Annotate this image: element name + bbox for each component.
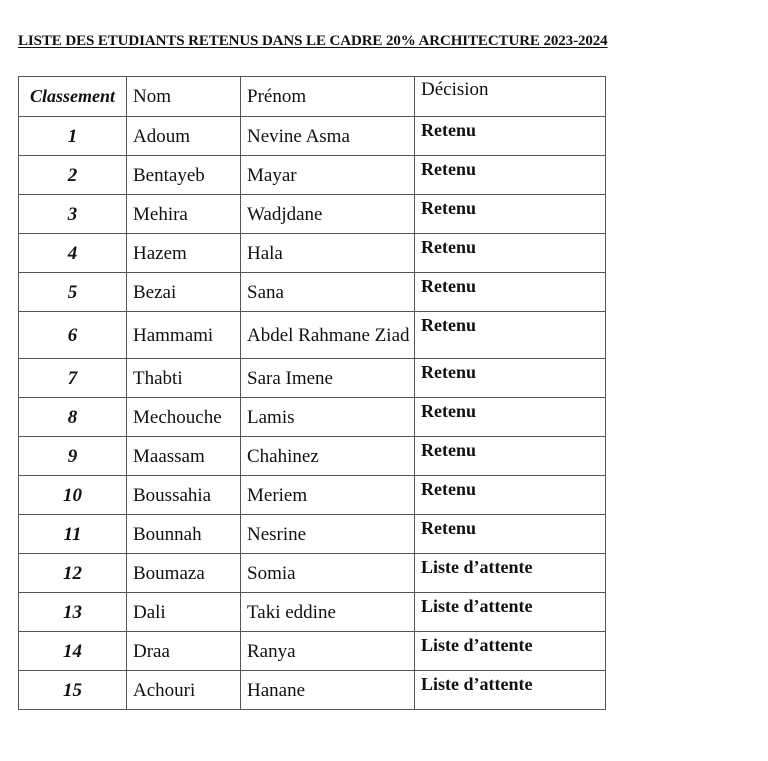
nom-cell: Draa	[127, 632, 241, 671]
nom-cell: Hammami	[127, 312, 241, 359]
decision-cell: Retenu	[415, 515, 606, 554]
prenom-cell: Sara Imene	[241, 359, 415, 398]
prenom-cell: Lamis	[241, 398, 415, 437]
rank-cell: 6	[19, 312, 127, 359]
decision-cell: Liste d’attente	[415, 554, 606, 593]
nom-cell: Boussahia	[127, 476, 241, 515]
header-nom: Nom	[127, 77, 241, 117]
rank-cell: 10	[19, 476, 127, 515]
table-row	[19, 593, 606, 632]
rank-cell: 5	[19, 273, 127, 312]
rank-cell: 7	[19, 359, 127, 398]
decision-cell: Retenu	[415, 312, 606, 359]
decision-cell: Retenu	[415, 437, 606, 476]
prenom-cell: Ranya	[241, 632, 415, 671]
prenom-cell: Nevine Asma	[241, 117, 415, 156]
table-row	[19, 312, 606, 359]
header-decision: Décision	[415, 77, 606, 117]
decision-cell: Liste d’attente	[415, 632, 606, 671]
decision-cell: Retenu	[415, 195, 606, 234]
prenom-cell: Taki eddine	[241, 593, 415, 632]
nom-cell: Boumaza	[127, 554, 241, 593]
header-classement: Classement	[19, 77, 127, 117]
nom-cell: Adoum	[127, 117, 241, 156]
table-row	[19, 515, 606, 554]
prenom-cell: Abdel Rahmane Ziad	[241, 312, 415, 359]
table-header-row	[19, 77, 606, 117]
table-row	[19, 195, 606, 234]
rank-cell: 11	[19, 515, 127, 554]
nom-cell: Bezai	[127, 273, 241, 312]
decision-cell: Retenu	[415, 476, 606, 515]
decision-cell: Retenu	[415, 398, 606, 437]
table-row	[19, 632, 606, 671]
rank-cell: 9	[19, 437, 127, 476]
nom-cell: Mehira	[127, 195, 241, 234]
nom-cell: Bounnah	[127, 515, 241, 554]
prenom-cell: Meriem	[241, 476, 415, 515]
decision-cell: Retenu	[415, 359, 606, 398]
prenom-cell: Mayar	[241, 156, 415, 195]
nom-cell: Dali	[127, 593, 241, 632]
table-row	[19, 117, 606, 156]
nom-cell: Hazem	[127, 234, 241, 273]
decision-cell: Liste d’attente	[415, 593, 606, 632]
prenom-cell: Somia	[241, 554, 415, 593]
table-row	[19, 359, 606, 398]
nom-cell: Bentayeb	[127, 156, 241, 195]
students-table	[18, 76, 606, 710]
prenom-cell: Nesrine	[241, 515, 415, 554]
nom-cell: Mechouche	[127, 398, 241, 437]
page-title: LISTE DES ETUDIANTS RETENUS DANS LE CADRE 20% ARCHITECTURE 2023-2024	[18, 33, 608, 49]
table-row	[19, 437, 606, 476]
nom-cell: Achouri	[127, 671, 241, 710]
table-row	[19, 156, 606, 195]
table-row	[19, 398, 606, 437]
decision-cell: Retenu	[415, 156, 606, 195]
rank-cell: 14	[19, 632, 127, 671]
rank-cell: 2	[19, 156, 127, 195]
rank-cell: 1	[19, 117, 127, 156]
table-row	[19, 554, 606, 593]
decision-cell: Retenu	[415, 117, 606, 156]
decision-cell: Liste d’attente	[415, 671, 606, 710]
table-row	[19, 234, 606, 273]
nom-cell: Thabti	[127, 359, 241, 398]
rank-cell: 12	[19, 554, 127, 593]
rank-cell: 8	[19, 398, 127, 437]
prenom-cell: Sana	[241, 273, 415, 312]
table-row	[19, 273, 606, 312]
rank-cell: 15	[19, 671, 127, 710]
header-prenom: Prénom	[241, 77, 415, 117]
table-body	[19, 117, 606, 710]
prenom-cell: Chahinez	[241, 437, 415, 476]
prenom-cell: Wadjdane	[241, 195, 415, 234]
prenom-cell: Hala	[241, 234, 415, 273]
rank-cell: 4	[19, 234, 127, 273]
rank-cell: 3	[19, 195, 127, 234]
nom-cell: Maassam	[127, 437, 241, 476]
decision-cell: Retenu	[415, 234, 606, 273]
rank-cell: 13	[19, 593, 127, 632]
table-row	[19, 671, 606, 710]
decision-cell: Retenu	[415, 273, 606, 312]
table-row	[19, 476, 606, 515]
prenom-cell: Hanane	[241, 671, 415, 710]
